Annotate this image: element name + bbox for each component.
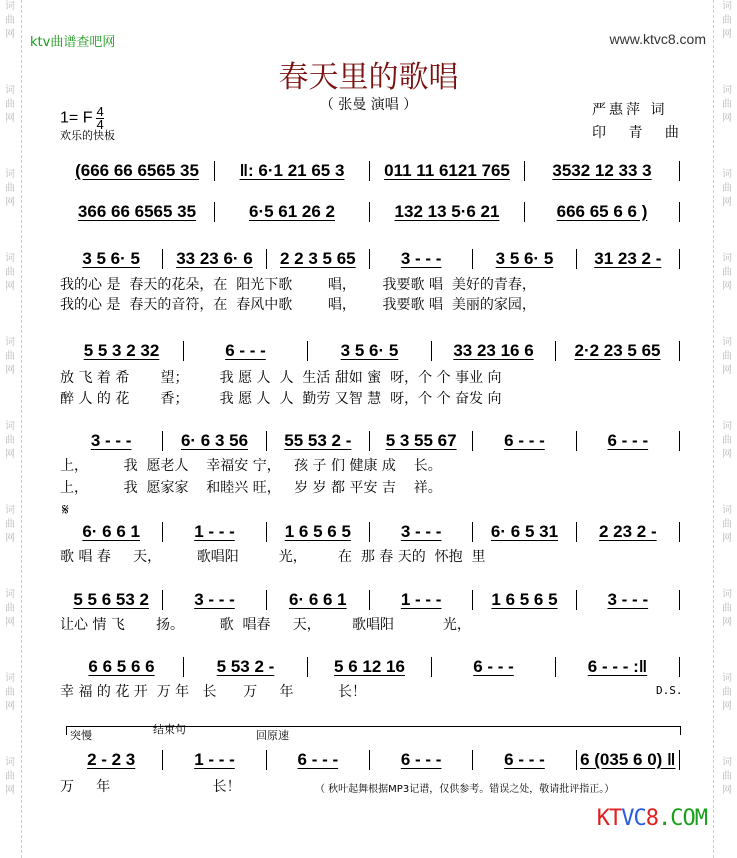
bar-line (679, 161, 680, 181)
measure: 5 3 55 67 (385, 431, 457, 450)
marking-ending: 结束句 (153, 723, 186, 736)
key: 1= F (60, 109, 93, 127)
bar-line (679, 202, 680, 222)
ktvc8-logo: KTVC8.COM (596, 806, 707, 831)
notation-row (60, 201, 680, 223)
measure: 6 - - - (607, 431, 649, 450)
lyric-line: 让心 情 飞 扬。 歌 唱春 天， 歌唱阳 光， (60, 617, 471, 633)
singer: （ 张曼 演唱 ） (319, 97, 418, 113)
left-watermark (2, 0, 18, 840)
left-divider (21, 0, 22, 858)
measure: 6 - - - (504, 431, 545, 450)
marking-resume: 回原速 (256, 729, 289, 742)
measure: 6 - - - :‖ (587, 657, 648, 676)
measure: 1 - - - (400, 590, 442, 609)
watermark-text: 词 曲 网 (5, 253, 15, 292)
bar-line (679, 522, 680, 542)
right-divider (713, 0, 714, 858)
watermark-text: 词 曲 网 (5, 169, 15, 208)
bar-line (679, 590, 680, 610)
right-watermark (719, 0, 735, 840)
lyric-line: 上， 我 愿家家 和睦兴 旺， 岁 岁 都 平安 吉 祥。 (60, 480, 442, 496)
notation-row (60, 340, 680, 362)
measure: 2 23 2 - (598, 522, 657, 541)
notation-row (60, 430, 680, 452)
measure: (666 66 6565 35 (75, 161, 199, 180)
watermark-text: 词 曲 网 (722, 1, 732, 40)
site-name[interactable]: ktv曲谱查吧网 (30, 35, 116, 50)
measure: 33 23 16 6 (453, 341, 534, 360)
watermark-text: 词 曲 网 (5, 505, 15, 544)
lyric-line: 幸 福 的 花 开 万 年 长 万 年 长！ (60, 684, 366, 700)
watermark-text: 词 曲 网 (722, 85, 732, 124)
da-segno: D.S. (656, 684, 683, 697)
watermark-text: 词 曲 网 (5, 337, 15, 376)
measure: 55 53 2 - (284, 431, 352, 450)
measure: 6· 6 5 31 (490, 522, 559, 541)
watermark-text: 词 曲 网 (722, 505, 732, 544)
bar-line (679, 750, 680, 770)
measure: 6·5 61 26 2 (248, 202, 335, 221)
notation-row (60, 656, 680, 678)
lyricist: 严惠萍 词 (592, 102, 668, 118)
measure: 1 6 5 6 5 (491, 590, 558, 609)
measure: 132 13 5·6 21 (394, 202, 500, 221)
bar-line (679, 341, 680, 361)
measure: 3 - - - (400, 249, 442, 268)
measure: 666 65 6 6 ) (556, 202, 648, 221)
footnote: （ 秋叶起舞根据MP3记谱，仅供参考。错误之处，敬请批评指正。） (315, 784, 615, 795)
bar-line (679, 249, 680, 269)
measure: 3 - - - (400, 522, 442, 541)
watermark-text: 词 曲 网 (722, 421, 732, 460)
measure: 3532 12 33 3 (552, 161, 652, 180)
measure: 6 - - - (504, 750, 545, 769)
measure: 6 (035 6 0) ‖ (580, 750, 676, 769)
measure: 1 - - - (194, 522, 235, 541)
measure: 1 6 5 6 5 (284, 522, 351, 541)
measure: 5 5 3 2 32 (83, 341, 160, 360)
notation-row (60, 749, 680, 771)
lyric-line: 醉 人 的 花 香； 我 愿 人 人 勤劳 又智 慧 呀，个 个 奋发 向 (60, 391, 502, 407)
measure: 6 - - - (473, 657, 514, 676)
measure: 3 5 6· 5 (495, 249, 554, 268)
tempo-marking: 欢乐的快板 (60, 129, 115, 142)
watermark-text: 词 曲 网 (5, 757, 15, 796)
measure: 6 - - - (297, 750, 339, 769)
bar-line (679, 657, 680, 677)
measure: 6· 6 6 1 (288, 590, 347, 609)
measure: 6 - - - (225, 341, 266, 360)
site-url[interactable]: www.ktvc8.com (609, 31, 706, 47)
song-title: 春天里的歌唱 (278, 60, 459, 95)
measure: 6· 6 3 56 (180, 431, 249, 450)
watermark-text: 词 曲 网 (5, 1, 15, 40)
watermark-text: 词 曲 网 (722, 253, 732, 292)
watermark-text: 词 曲 网 (5, 421, 15, 460)
lyric-line: 上， 我 愿老人 幸福安 宁， 孩 子 们 健康 成 长。 (60, 458, 442, 474)
notation-row (60, 160, 680, 182)
watermark-text: 词 曲 网 (5, 85, 15, 124)
watermark-text: 词 曲 网 (722, 589, 732, 628)
marking-slow: 突慢 (70, 729, 92, 742)
measure: 6· 6 6 1 (82, 522, 140, 541)
watermark-text: 词 曲 网 (722, 169, 732, 208)
measure: 3 5 6· 5 (82, 249, 140, 268)
time-bottom: 4 (96, 117, 104, 132)
measure: ‖: 6·1 21 65 3 (239, 161, 345, 180)
lyric-line: 我的心 是 春天的音符，在 春风中歌 唱， 我要歌 唱 美丽的家园， (60, 297, 536, 313)
measure: 2 2 3 5 65 (280, 249, 356, 268)
notation-row (60, 589, 680, 611)
lyric-line: 我的心 是 春天的花朵，在 阳光下歌 唱， 我要歌 唱 美好的青春， (60, 277, 536, 293)
measure: 5 53 2 - (216, 657, 275, 676)
measure: 366 66 6565 35 (77, 202, 197, 221)
watermark-text: 词 曲 网 (5, 673, 15, 712)
lyric-line: 歌 唱 春 天， 歌唱阳 光， 在 那 春 天的 怀抱 里 (60, 549, 486, 565)
measure: 2 - 2 3 (87, 750, 136, 769)
lyric-line: 万 年 长！ (60, 779, 241, 795)
measure: 5 6 12 16 (334, 657, 405, 676)
watermark-text: 词 曲 网 (722, 673, 732, 712)
measure: 33 23 6· 6 (176, 249, 253, 268)
segno-sign: 𝄋 (62, 500, 69, 519)
measure: 6 6 5 6 6 (88, 657, 155, 676)
measure: 5 5 6 53 2 (73, 590, 149, 609)
measure: 3 - - - (90, 431, 132, 450)
measure: 31 23 2 - (594, 249, 662, 268)
watermark-text: 词 曲 网 (722, 757, 732, 796)
watermark-text: 词 曲 网 (5, 589, 15, 628)
watermark-text: 词 曲 网 (722, 337, 732, 376)
measure: 011 11 6121 765 (384, 161, 510, 180)
measure: 2·2 23 5 65 (574, 341, 661, 360)
measure: 6 - - - (400, 750, 442, 769)
bar-line (679, 431, 680, 451)
measure: 3 - - - (607, 590, 649, 609)
composer: 印 青 曲 (592, 125, 688, 141)
notation-row (60, 248, 680, 270)
measure: 3 - - - (194, 590, 235, 609)
measure: 3 5 6· 5 (340, 341, 399, 360)
time-top: 4 (96, 104, 104, 119)
notation-row (60, 521, 680, 543)
lyric-line: 放 飞 着 希 望； 我 愿 人 人 生活 甜如 蜜 呀，个 个 事业 向 (60, 370, 502, 386)
measure: 1 - - - (194, 750, 235, 769)
